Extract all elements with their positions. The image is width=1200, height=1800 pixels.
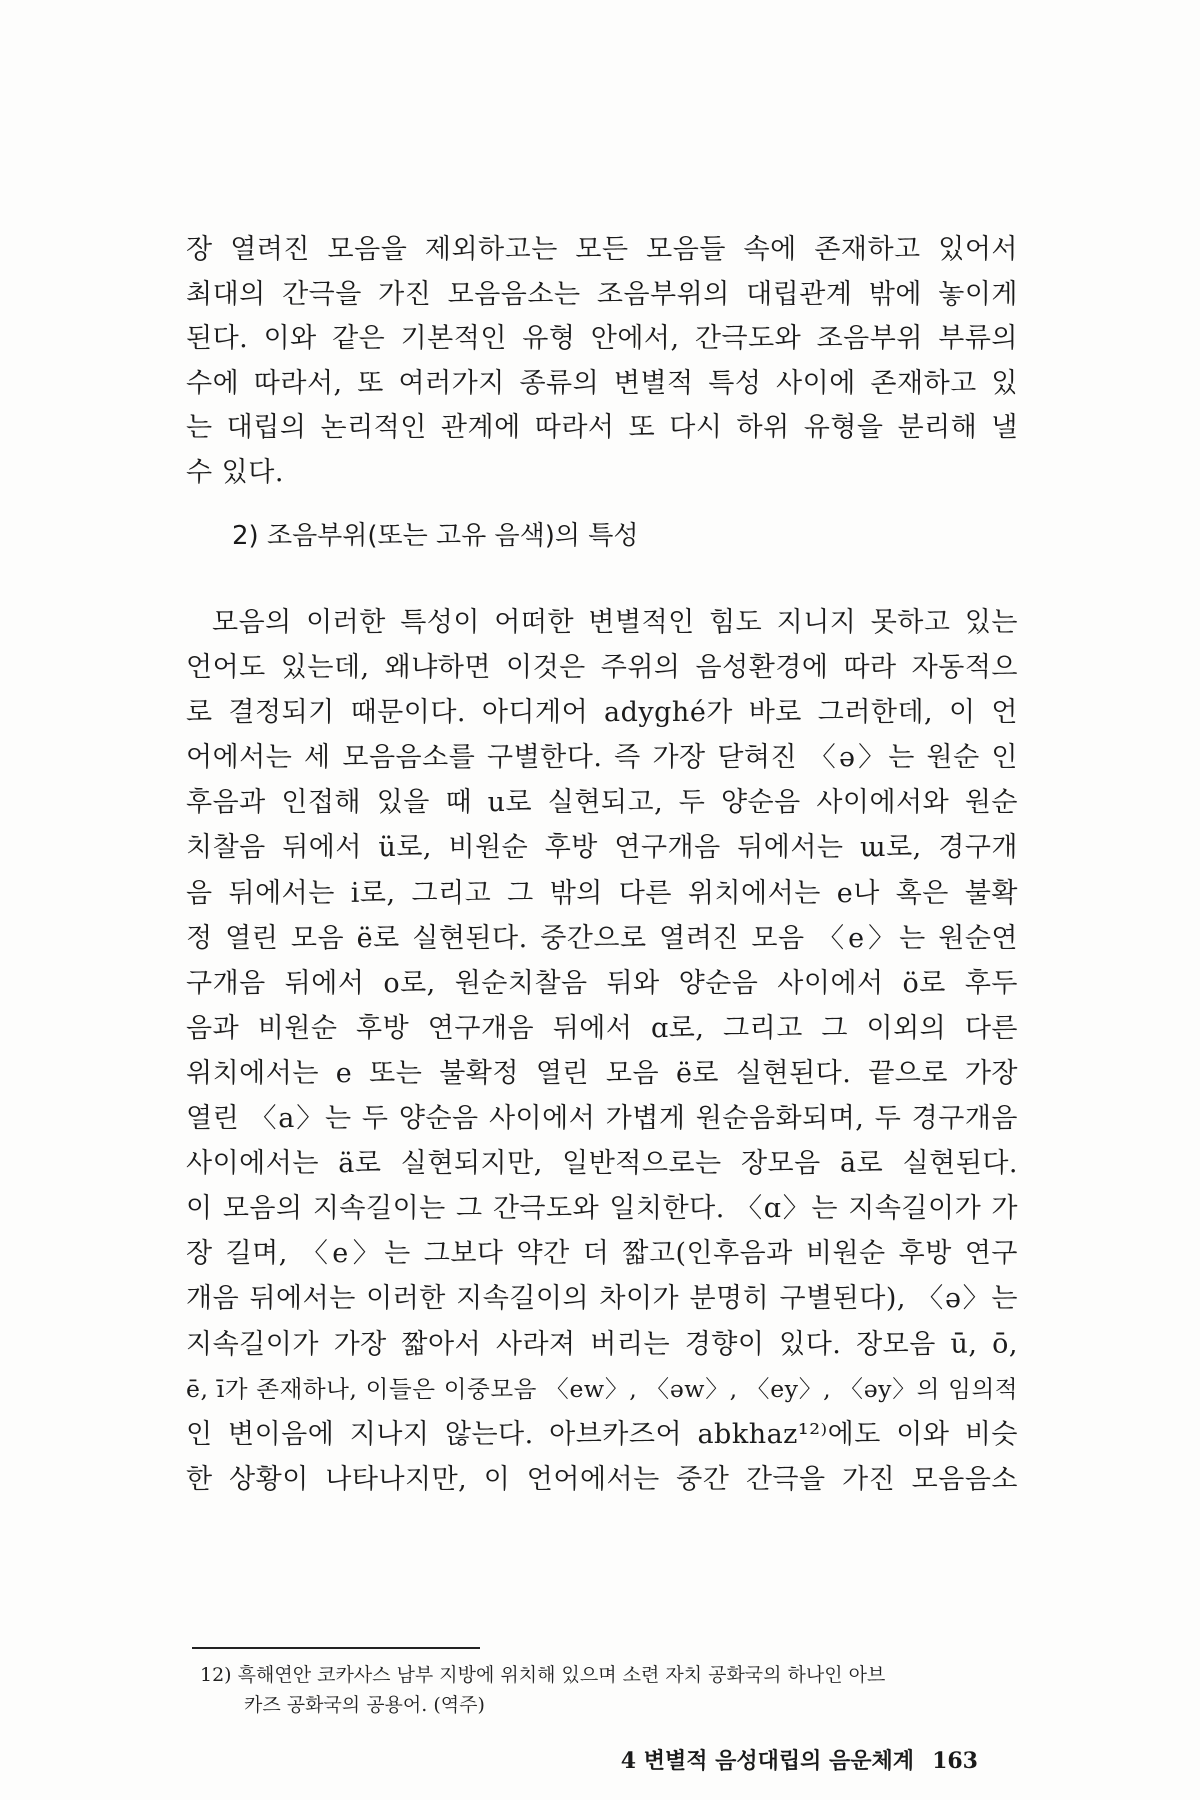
text-line: 모음의 이러한 특성이 어떠한 변별적인 힘도 지니지 못하고 있는 bbox=[212, 607, 1018, 638]
text-line: 수 있다. bbox=[186, 456, 284, 488]
text-line: 음과 비원순 후방 연구개음 뒤에서 ɑ로, 그리고 그 이외의 다른 bbox=[186, 1012, 1018, 1044]
text-line: 개음 뒤에서는 이러한 지속길이의 차이가 분명히 구별된다), 〈ə〉는 bbox=[186, 1283, 1018, 1315]
body-paragraph-1 bbox=[186, 228, 1018, 495]
text-line: 열린 〈a〉는 두 양순음 사이에서 가볍게 원순음화되며, 두 경구개음 bbox=[186, 1103, 1018, 1135]
footnote-line: 12) 흑해연안 코카사스 남부 지방에 위치해 있으며 소련 자치 공화국의 하나인 아브 bbox=[200, 1664, 886, 1686]
text-line: 최대의 간극을 가진 모음음소는 조음부위의 대립관계 밖에 놓이게 bbox=[186, 278, 1018, 310]
text-line: 치찰음 뒤에서 ü로, 비원순 후방 연구개음 뒤에서는 ɯ로, 경구개 bbox=[186, 832, 1018, 864]
footnote-line: 카즈 공화국의 공용어. (역주) bbox=[244, 1694, 485, 1716]
text-line: 이 모음의 지속길이는 그 간극도와 일치한다. 〈ɑ〉는 지속길이가 가 bbox=[186, 1193, 1018, 1225]
text-line: 장 열려진 모음을 제외하고는 모든 모음들 속에 존재하고 있어서 bbox=[186, 234, 1018, 265]
section-heading: 2) 조음부위(또는 고유 음색)의 특성 bbox=[232, 521, 639, 551]
text-line: 로 결정되기 때문이다. 아디게어 adyghé가 바로 그러한데, 이 언 bbox=[186, 697, 1018, 729]
text-line: 정 열린 모음 ë로 실현된다. 중간으로 열려진 모음 〈e〉는 원순연 bbox=[186, 922, 1018, 954]
text-line: 된다. 이와 같은 기본적인 유형 안에서, 간극도와 조음부위 부류의 bbox=[186, 323, 1018, 354]
text-line: 는 대립의 논리적인 관계에 따라서 또 다시 하위 유형을 분리해 낼 bbox=[186, 412, 1018, 443]
text-line: 구개음 뒤에서 o로, 원순치찰음 뒤와 양순음 사이에서 ö로 후두 bbox=[186, 967, 1018, 999]
text-line: 언어도 있는데, 왜냐하면 이것은 주위의 음성환경에 따라 자동적으 bbox=[186, 652, 1018, 684]
text-line: 후음과 인접해 있을 때 u로 실현되고, 두 양순음 사이에서와 원순 bbox=[186, 787, 1018, 819]
running-footer bbox=[621, 1746, 978, 1776]
text-line: 인 변이음에 지나지 않는다. 아브카즈어 abkhaz¹²⁾에도 이와 비슷 bbox=[186, 1418, 1018, 1450]
text-line: 어에서는 세 모음음소를 구별한다. 즉 가장 닫혀진 〈ə〉는 원순 인 bbox=[186, 742, 1018, 774]
text-line: 지속길이가 가장 짧아서 사라져 버리는 경향이 있다. 장모음 ū, ō, bbox=[186, 1328, 1018, 1360]
text-line: 음 뒤에서는 i로, 그리고 그 밖의 다른 위치에서는 e나 혹은 불확 bbox=[186, 877, 1018, 909]
text-line: 사이에서는 ä로 실현되지만, 일반적으로는 장모음 ā로 실현된다. bbox=[186, 1148, 1018, 1180]
text-line: 수에 따라서, 또 여러가지 종류의 변별적 특성 사이에 존재하고 있 bbox=[186, 367, 1018, 399]
text-line: ē, ī가 존재하나, 이들은 이중모음 〈ew〉, 〈əw〉, 〈ey〉, 〈əy〉의 임의적 bbox=[186, 1374, 1018, 1403]
page-number: 163 bbox=[932, 1748, 978, 1774]
text-line: 장 길며, 〈e〉는 그보다 약간 더 짧고(인후음과 비원순 후방 연구 bbox=[186, 1238, 1018, 1270]
chapter-title: 4 변별적 음성대립의 음운체계 bbox=[620, 1748, 915, 1774]
text-line: 한 상황이 나타나지만, 이 언어에서는 중간 간극을 가진 모음음소 bbox=[186, 1463, 1018, 1495]
footnote bbox=[200, 1660, 1020, 1720]
footnote-divider bbox=[192, 1647, 480, 1649]
body-paragraph-2 bbox=[186, 600, 1018, 1502]
text-line: 위치에서는 e 또는 불확정 열린 모음 ë로 실현된다. 끝으로 가장 bbox=[186, 1057, 1018, 1089]
